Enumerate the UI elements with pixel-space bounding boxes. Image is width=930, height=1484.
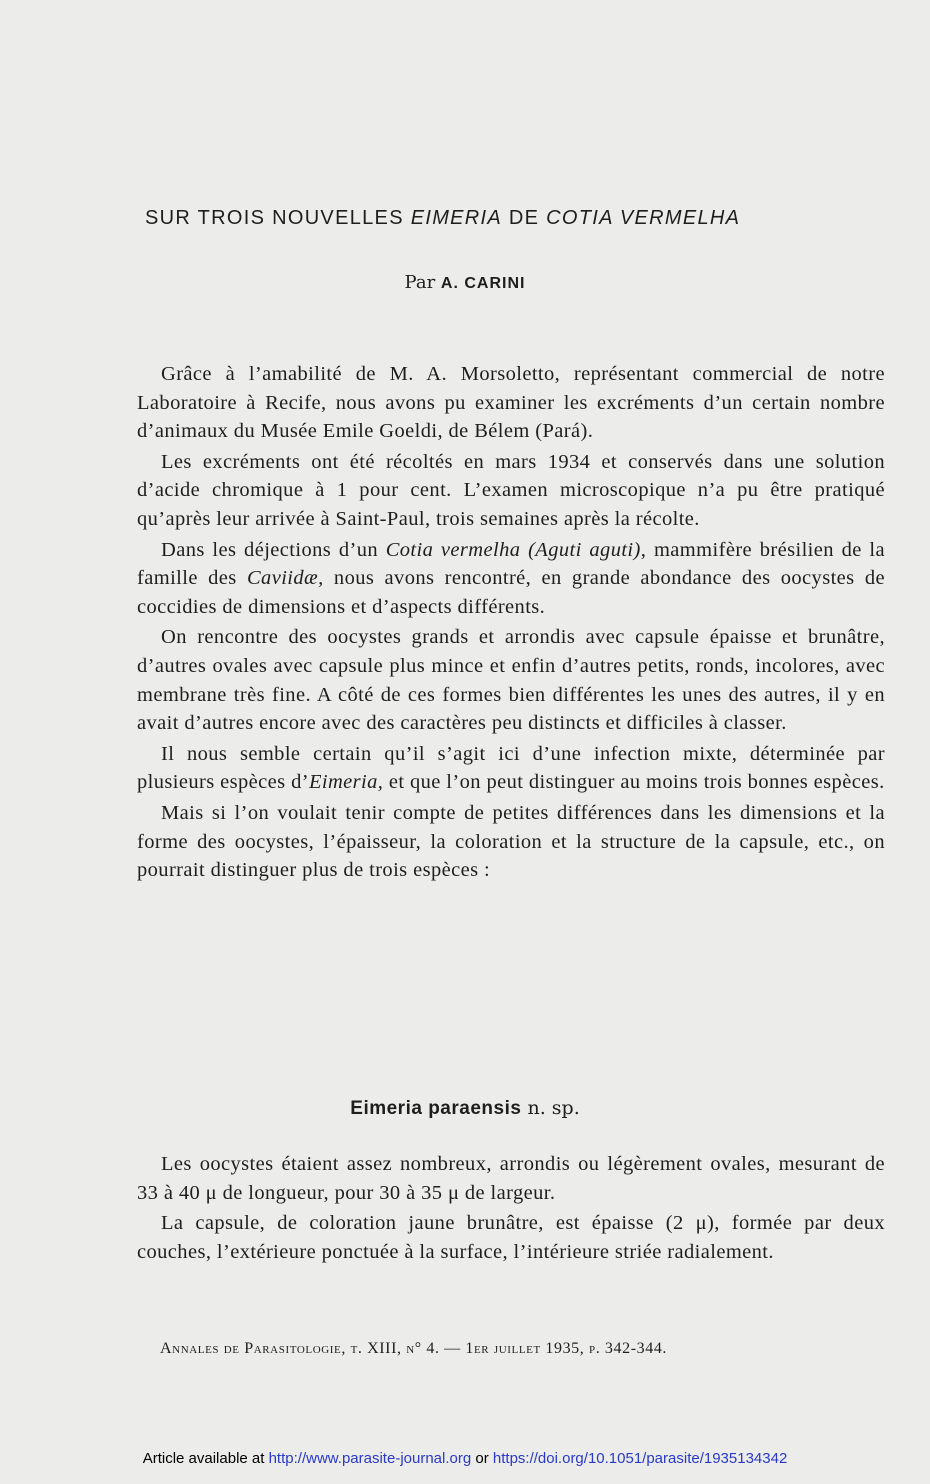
species-name: Eimeria paraensis (350, 1098, 522, 1119)
p3-text-a: Dans les déjections d’un (161, 538, 386, 561)
doi-link[interactable]: https://doi.org/10.1051/parasite/1935134342 (492, 1450, 788, 1467)
species-description (137, 1150, 885, 1268)
paragraph-1: Grâce à l’amabilité de M. A. Morsoletto, représentant commercial de notre Laboratoire à Recife, nous avons pu examiner les excréments d’un certain nombre d’animaux du Musée Emile Goeldi, de Bélem (Pará). (137, 363, 885, 443)
availability-middle: or (471, 1450, 493, 1467)
paragraph-8: La capsule, de coloration jaune brunâtre, est épaisse (2 μ), formée par deux couches, l’extérieure ponctuée à la surface, l’intérieure striée radialement. (137, 1212, 885, 1263)
availability-footer (0, 1450, 930, 1467)
title-host: COTIA VERMELHA (546, 207, 741, 229)
paragraph-2: Les excréments ont été récoltés en mars 1934 et conservés dans une solution d’acide chromique à 1 pour cent. L’examen microscopique n’a pu être pratiqué qu’après leur arrivée à Saint-Paul, trois semaines après la récolte. (137, 450, 885, 530)
paragraph-3 (137, 536, 885, 622)
p3-family-name: Caviidæ, (246, 567, 324, 590)
species-suffix: n. sp. (521, 1097, 580, 1119)
p5-genus: Eimeria, (308, 771, 384, 794)
title-genus: EIMERIA (410, 207, 503, 229)
byline-prefix: Par (404, 272, 441, 293)
journal-citation: Annales de Parasitologie, t. XIII, n° 4. — 1er juillet 1935, p. 342-344. (160, 1340, 668, 1357)
article-title (145, 207, 885, 230)
p3-text-e: nous avons rencontré, en grande abondance des oocystes de coccidies de dimensions et d’aspects différents. (137, 567, 885, 618)
p5-text-a: Il nous semble certain qu’il s’agit ici d’une infection mixte, déterminée par plusieurs espèces d’ (137, 742, 885, 794)
article-body (137, 360, 885, 887)
species-heading (0, 1097, 930, 1120)
availability-prefix: Article available at (142, 1450, 269, 1467)
journal-link[interactable]: http://www.parasite-journal.org (268, 1450, 472, 1467)
paragraph-5 (137, 740, 885, 797)
title-part1: SUR TROIS NOUVELLES (145, 207, 411, 229)
p3-host-name: Cotia vermelha (Aguti aguti) (385, 538, 641, 561)
paragraph-4: On rencontre des oocystes grands et arrondis avec capsule épaisse et brunâtre, d’autres ovales avec capsule plus mince et enfin d’autres petits, ronds, incolores, avec membrane très fine. A côté de ces formes bien différentes les unes des autres, il y en avait d’autres encore avec des caractères peu distincts et difficiles à classer. (137, 626, 885, 735)
author-name: A. CARINI (440, 275, 526, 292)
p3-text-c: , mammifère brésilien de la famille des (137, 538, 886, 590)
paragraph-6: Mais si l’on voulait tenir compte de petites différences dans les dimensions et la forme des oocystes, l’épaisseur, la coloration et la structure de la capsule, etc., on pourrait distinguer plus de trois espèces : (137, 801, 885, 882)
title-part2: DE (502, 207, 547, 229)
byline (0, 272, 930, 293)
p5-text-c: et que l’on peut distinguer au moins trois bonnes espèces. (383, 771, 885, 794)
paragraph-7: Les oocystes étaient assez nombreux, arrondis ou légèrement ovales, mesurant de 33 à 40 μ de longueur, pour 30 à 35 μ de largeur. (137, 1153, 885, 1204)
